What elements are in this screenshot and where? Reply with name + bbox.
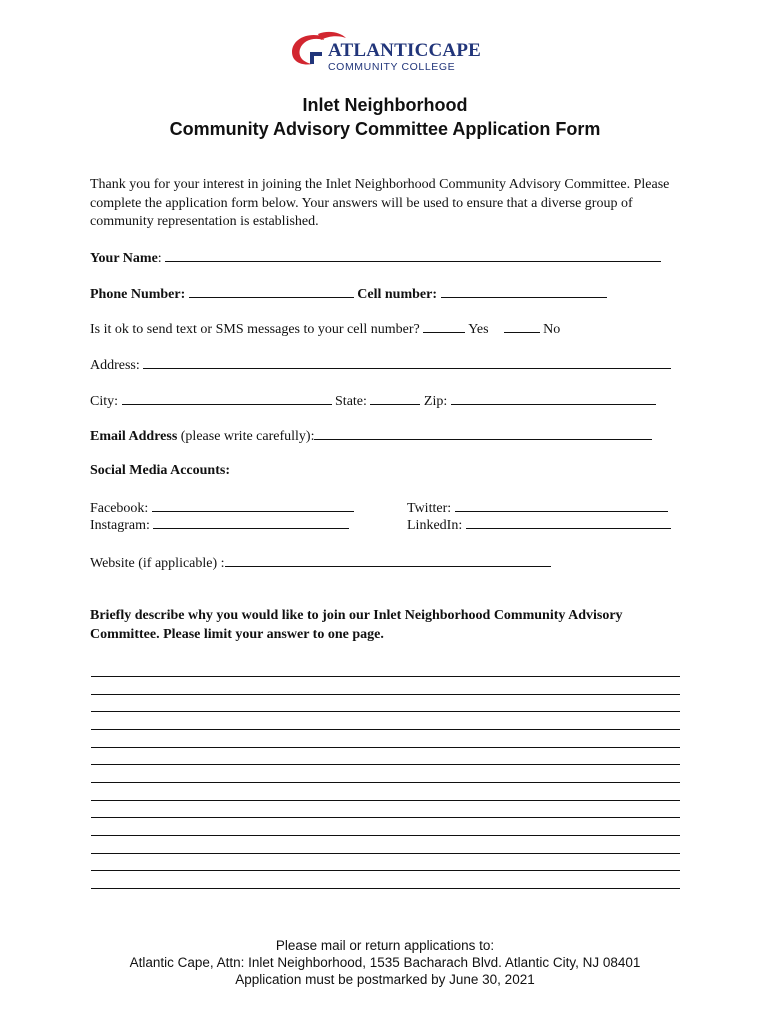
phone-field[interactable] — [189, 285, 354, 298]
footer-deadline: Application must be postmarked by June 30, 2021 — [235, 972, 535, 987]
name-row — [90, 249, 661, 267]
instagram-label: Instagram: — [90, 518, 150, 533]
state-label: State: — [335, 394, 367, 409]
email-row — [90, 427, 652, 445]
logo-wordmark: ATLANTICCAPE — [328, 40, 482, 61]
answer-line[interactable] — [91, 817, 680, 818]
sms-row — [90, 320, 560, 338]
twitter-label: Twitter: — [407, 501, 452, 516]
social-heading: Social Media Accounts: — [90, 463, 230, 478]
answer-line[interactable] — [91, 800, 680, 801]
linkedin-row — [407, 516, 671, 534]
answer-line[interactable] — [91, 888, 680, 889]
city-label: City: — [90, 394, 119, 409]
answer-line[interactable] — [91, 729, 680, 730]
answer-line[interactable] — [91, 747, 680, 748]
form-title-line-1: Inlet Neighborhood — [302, 95, 468, 115]
college-logo — [288, 26, 484, 78]
footer-line-1: Please mail or return applications to: — [275, 938, 495, 953]
address-row — [90, 356, 671, 374]
cell-label: Cell number: — [357, 287, 437, 302]
email-label: Email Address — [90, 429, 178, 444]
city-state-zip-row — [90, 392, 656, 410]
linkedin-field[interactable] — [466, 516, 671, 529]
essay-prompt: Briefly describe why you would like to join our Inlet Neighborhood Community Advisory Committee. Please limit your answer to one page. — [90, 608, 623, 642]
sms-yes-label: Yes — [468, 322, 489, 337]
zip-field[interactable] — [451, 392, 656, 405]
address-label: Address: — [90, 358, 140, 373]
name-field[interactable] — [165, 249, 661, 262]
sms-no-label: No — [543, 322, 561, 337]
logo-subtitle: COMMUNITY COLLEGE — [328, 61, 456, 73]
answer-line[interactable] — [91, 694, 680, 695]
website-field[interactable] — [225, 554, 551, 567]
website-row — [90, 554, 551, 572]
answer-line[interactable] — [91, 711, 680, 712]
twitter-row — [407, 499, 668, 517]
name-label: Your Name — [90, 251, 158, 266]
sms-yes-field[interactable] — [423, 320, 465, 333]
facebook-field[interactable] — [152, 499, 354, 512]
answer-line[interactable] — [91, 764, 680, 765]
phone-label: Phone Number: — [90, 287, 186, 302]
website-label: Website (if applicable) : — [90, 556, 225, 571]
instagram-row — [90, 516, 349, 534]
name-colon: : — [157, 251, 162, 266]
facebook-label: Facebook: — [90, 501, 149, 516]
facebook-row — [90, 499, 354, 517]
address-field[interactable] — [143, 356, 671, 369]
answer-line[interactable] — [91, 782, 680, 783]
linkedin-label: LinkedIn: — [407, 518, 463, 533]
email-note: (please write carefully): — [180, 429, 315, 444]
city-field[interactable] — [122, 392, 332, 405]
instagram-field[interactable] — [153, 516, 349, 529]
answer-line[interactable] — [91, 853, 680, 854]
phone-row — [90, 285, 607, 303]
state-field[interactable] — [370, 392, 420, 405]
twitter-field[interactable] — [455, 499, 668, 512]
answer-line[interactable] — [91, 870, 680, 871]
answer-line[interactable] — [91, 835, 680, 836]
sms-question: Is it ok to send text or SMS messages to your cell number? — [90, 322, 420, 337]
footer-address: Atlantic Cape, Attn: Inlet Neighborhood, 1535 Bacharach Blvd. Atlantic City, NJ 08401 — [129, 955, 641, 970]
answer-line[interactable] — [91, 676, 680, 677]
social-heading-row — [90, 463, 230, 479]
email-field[interactable] — [314, 427, 652, 440]
form-title-line-2: Community Advisory Committee Application Form — [169, 119, 601, 139]
cell-field[interactable] — [441, 285, 607, 298]
sms-no-field[interactable] — [504, 320, 540, 333]
zip-label: Zip: — [423, 394, 448, 409]
intro-paragraph: Thank you for your interest in joining the Inlet Neighborhood Community Advisory Committee. Please complete the application form below. Your answers will be used to ensure that a diverse group of community representation is established. — [90, 177, 670, 229]
